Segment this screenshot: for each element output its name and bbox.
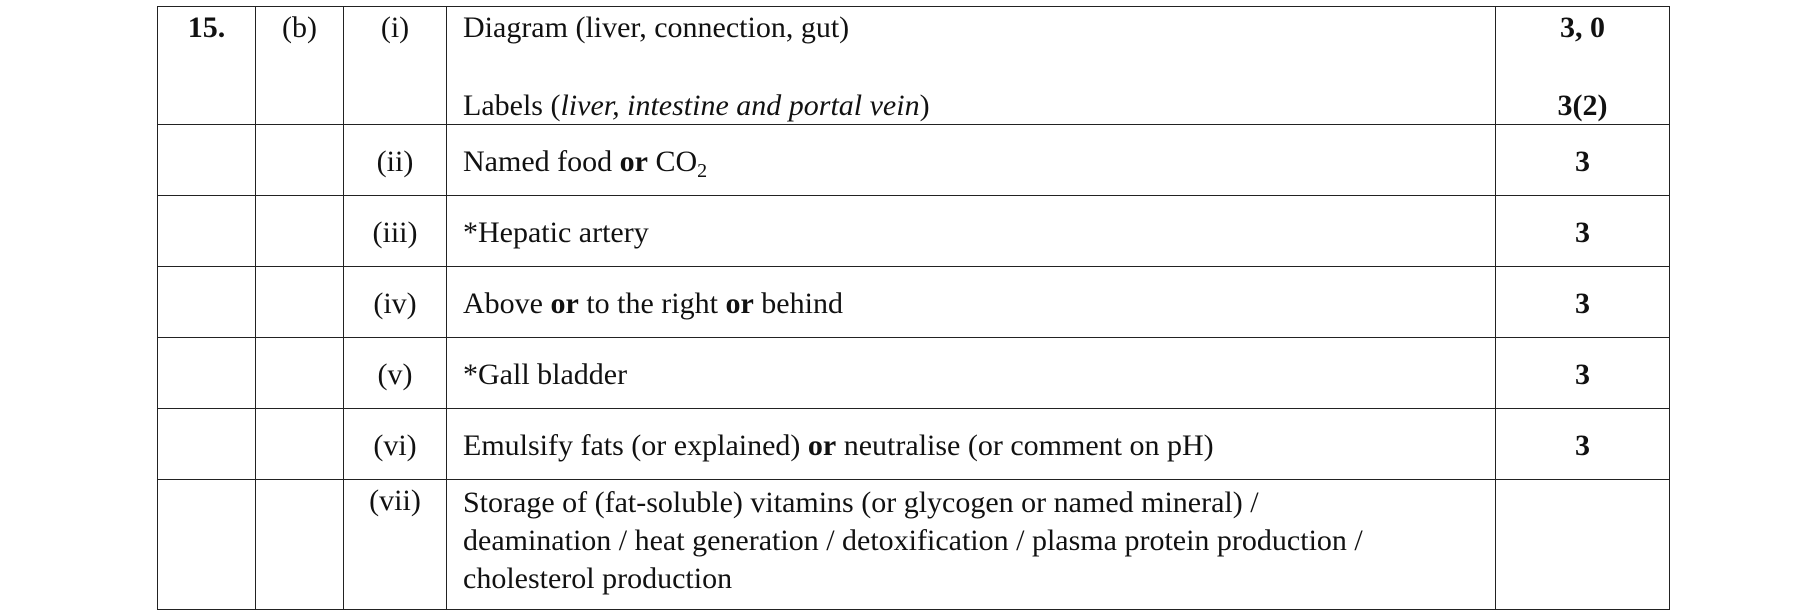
subpart-label: (vii) bbox=[369, 484, 421, 517]
marks-value bbox=[1496, 480, 1669, 484]
marks-value: 3 bbox=[1575, 429, 1590, 462]
subpart-label: (ii) bbox=[376, 145, 414, 178]
subpart-label: (vi) bbox=[373, 429, 417, 462]
subpart-label: (v) bbox=[377, 358, 413, 391]
table-row bbox=[158, 409, 1670, 480]
answer-text: *Hepatic artery bbox=[463, 216, 649, 249]
table-row bbox=[158, 7, 1670, 125]
subpart-label: (i) bbox=[380, 11, 410, 44]
question-number: 15. bbox=[187, 11, 226, 44]
answer-text: *Gall bladder bbox=[463, 358, 628, 391]
marks-value: 3 bbox=[1575, 287, 1590, 320]
marks-value: 3, 0 bbox=[1560, 11, 1605, 44]
subpart-label: (iv) bbox=[373, 287, 417, 320]
answer-text: Named food or $CO_2$ bbox=[463, 145, 708, 182]
table-row bbox=[158, 196, 1670, 267]
marks-value: 3 bbox=[1575, 216, 1590, 249]
part-label: (b) bbox=[282, 11, 317, 44]
marking-scheme-table bbox=[157, 6, 1670, 610]
marks-value: 3 bbox=[1575, 358, 1590, 391]
marks-value: 3 bbox=[1575, 145, 1590, 178]
answer-labels: Labels (liver, intestine and portal vein) bbox=[463, 89, 930, 122]
table-row bbox=[158, 267, 1670, 338]
table-row bbox=[158, 338, 1670, 409]
table-row bbox=[158, 480, 1670, 610]
table-row bbox=[158, 125, 1670, 196]
marks-value: 3(2) bbox=[1557, 89, 1608, 122]
answer-text: Emulsify fats (or explained) or neutralise (or comment on pH) bbox=[463, 429, 1214, 462]
answer-text: Storage of (fat-soluble) vitamins (or glycogen or named mineral) / deamination / heat generation / detoxification / plasma protein production / cholesterol production bbox=[463, 486, 1363, 595]
subpart-label: (iii) bbox=[372, 216, 418, 249]
answer-text: Above or to the right or behind bbox=[463, 287, 843, 320]
answer-text: Diagram (liver, connection, gut) bbox=[463, 11, 850, 44]
